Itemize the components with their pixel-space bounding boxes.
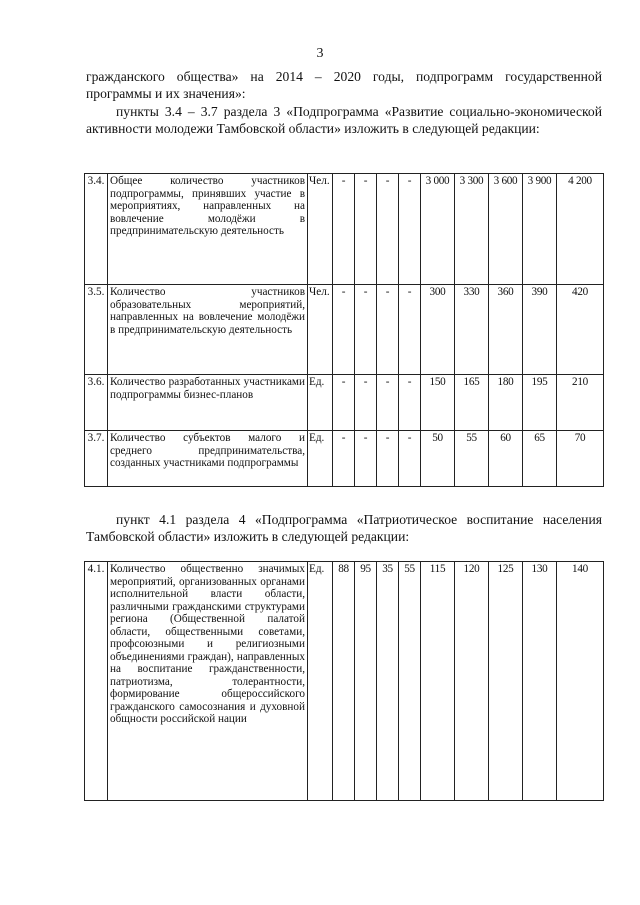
table-row (85, 285, 604, 375)
value-cell: 50 (421, 431, 455, 487)
value-cell: 180 (489, 375, 523, 431)
value-cell: 60 (489, 431, 523, 487)
indicator-name: Общее количество участников подпрограммы, принявших участие в мероприятиях, направленных на вовлечение молодёжи в предпринимательскую деятельность (108, 174, 308, 285)
value-cell: 210 (557, 375, 604, 431)
value-cell: - (333, 174, 355, 285)
value-cell: 390 (523, 285, 557, 375)
unit-cell: Ед. (308, 431, 333, 487)
value-cell: 360 (489, 285, 523, 375)
row-number: 3.5. (85, 285, 108, 375)
unit-cell: Ед. (308, 562, 333, 801)
value-cell: 3 000 (421, 174, 455, 285)
value-cell: 95 (355, 562, 377, 801)
value-cell: 3 900 (523, 174, 557, 285)
value-cell: 120 (455, 562, 489, 801)
row-number: 4.1. (85, 562, 108, 801)
value-cell: 3 300 (455, 174, 489, 285)
unit-cell: Чел. (308, 174, 333, 285)
value-cell: 195 (523, 375, 557, 431)
indicator-name: Количество участников образовательных мероприятий, направленных на вовлечение молодёжи в предпринимательскую деятельность (108, 285, 308, 375)
value-cell: 150 (421, 375, 455, 431)
indicator-name: Количество субъектов малого и среднего предпринимательства, созданных участниками подпрограммы (108, 431, 308, 487)
unit-cell: Чел. (308, 285, 333, 375)
value-cell: 35 (377, 562, 399, 801)
value-cell: - (377, 174, 399, 285)
value-cell: - (333, 285, 355, 375)
value-cell: 65 (523, 431, 557, 487)
row-number: 3.4. (85, 174, 108, 285)
unit-cell: Ед. (308, 375, 333, 431)
indicators-table-section-4 (84, 561, 604, 801)
value-cell: - (377, 375, 399, 431)
value-cell: 300 (421, 285, 455, 375)
table-row (85, 375, 604, 431)
table-row (85, 174, 604, 285)
indicator-name: Количество разработанных участниками подпрограммы бизнес-планов (108, 375, 308, 431)
value-cell: 55 (455, 431, 489, 487)
value-cell: - (377, 285, 399, 375)
value-cell: 420 (557, 285, 604, 375)
value-cell: 55 (399, 562, 421, 801)
value-cell: 165 (455, 375, 489, 431)
value-cell: - (333, 375, 355, 431)
paragraph-subprogram-4: пункт 4.1 раздела 4 «Подпрограмма «Патриотическое воспитание населения Тамбовской области» изложить в следующей редакции: (86, 512, 602, 544)
value-cell: 330 (455, 285, 489, 375)
value-cell: 130 (523, 562, 557, 801)
indicators-table-section-3 (84, 173, 604, 487)
value-cell: 115 (421, 562, 455, 801)
value-cell: - (355, 174, 377, 285)
value-cell: 4 200 (557, 174, 604, 285)
page-number: 3 (316, 46, 324, 61)
value-cell: - (399, 431, 421, 487)
paragraph-subprogram-3: пункты 3.4 – 3.7 раздела 3 «Подпрограмма «Развитие социально-экономической активности молодежи Тамбовской области» изложить в следующей редакции: (86, 104, 602, 136)
intro-fragment: гражданского общества» на 2014 – 2020 годы, подпрограмм государственной программы и их значения»: (86, 69, 602, 101)
row-number: 3.6. (85, 375, 108, 431)
value-cell: - (333, 431, 355, 487)
table-row (85, 562, 604, 801)
indicator-name: Количество общественно значимых мероприятий, организованных органами исполнительной власти области, различными гражданскими структурами региона (Общественной палатой области, общественными советами, профсоюзными и религиозными объединениями граждан), направленных на воспитание гражданственности, патриотизма, толерантности, формирование общероссийского гражданского самосознания и духовной общности российской нации (108, 562, 308, 801)
value-cell: 70 (557, 431, 604, 487)
value-cell: - (355, 285, 377, 375)
value-cell: 125 (489, 562, 523, 801)
value-cell: - (377, 431, 399, 487)
table-row (85, 431, 604, 487)
value-cell: - (399, 285, 421, 375)
value-cell: 140 (557, 562, 604, 801)
value-cell: 88 (333, 562, 355, 801)
value-cell: 3 600 (489, 174, 523, 285)
value-cell: - (355, 375, 377, 431)
value-cell: - (399, 375, 421, 431)
value-cell: - (355, 431, 377, 487)
row-number: 3.7. (85, 431, 108, 487)
value-cell: - (399, 174, 421, 285)
